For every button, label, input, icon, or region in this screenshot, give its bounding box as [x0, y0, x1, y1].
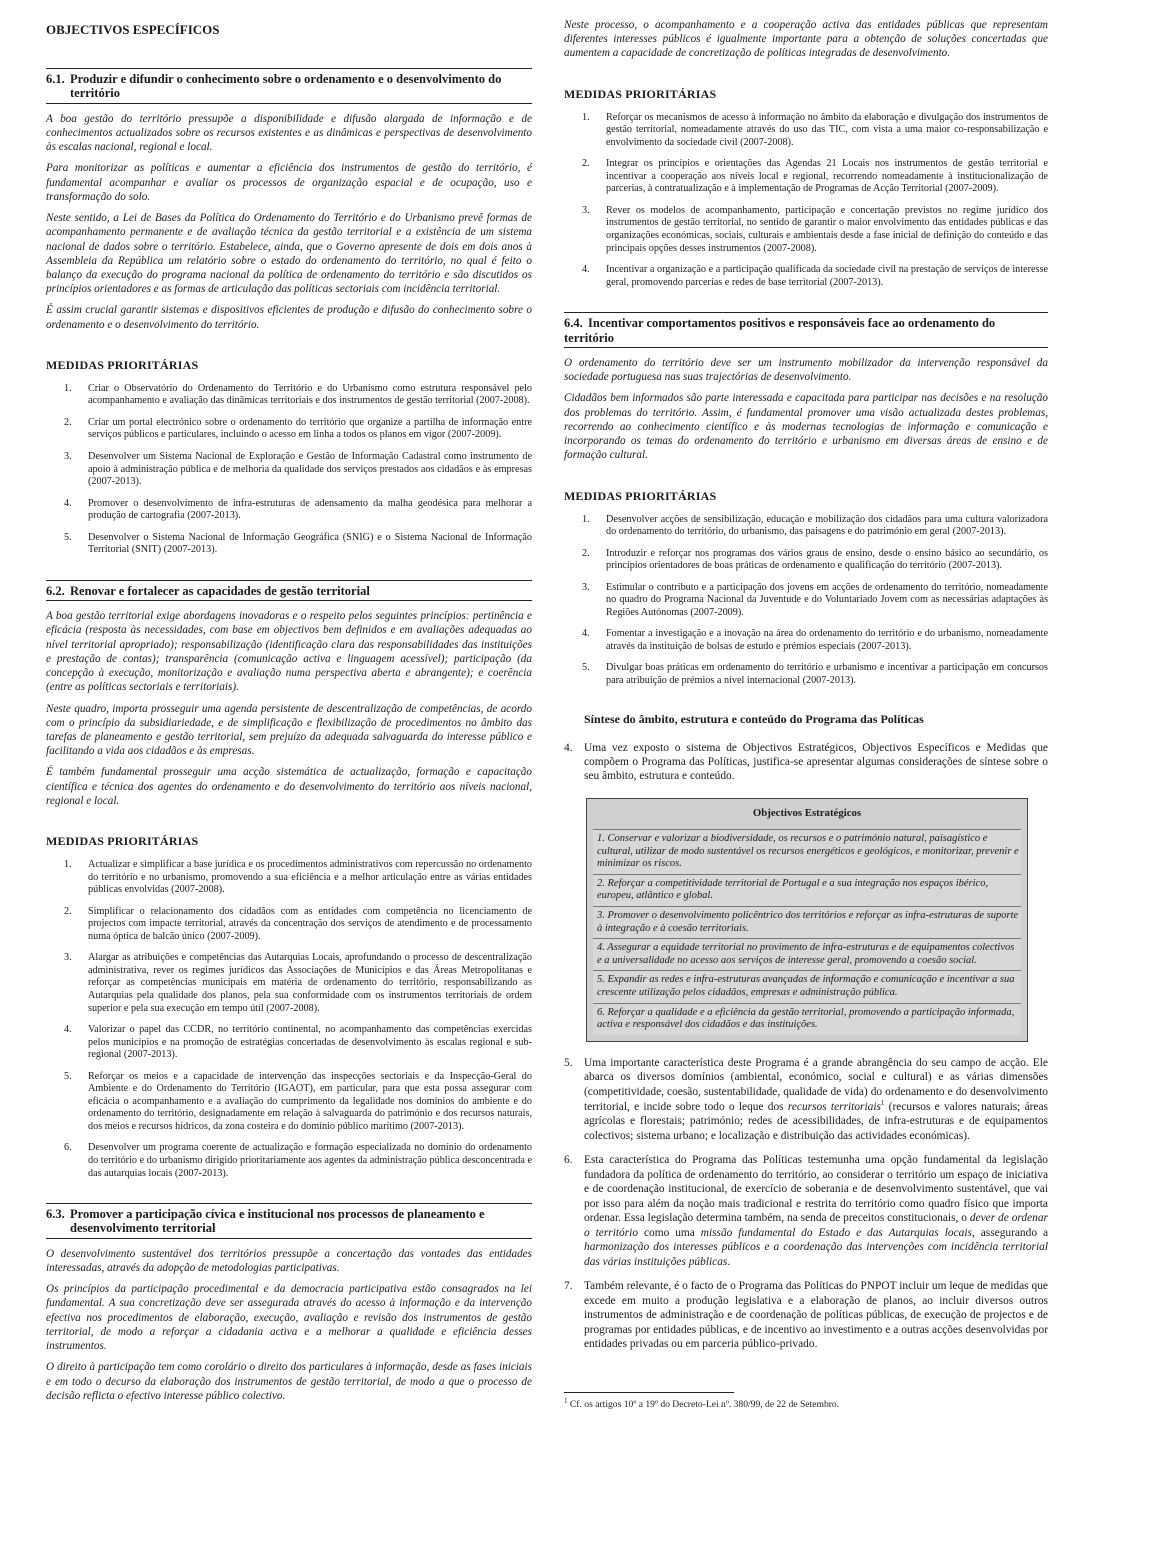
section-6-1-heading: 6.1. Produzir e difundir o conhecimento sobre o ordenamento e o desenvolvimento do território — [46, 68, 532, 104]
list-item: 4. Uma vez exposto o sistema de Objectivos Estratégicos, Objectivos Específicos e Medidas que compõem o Programa das Políticas, justifica-se apresentar algumas considerações de síntese sobre o seu âmbito, estrutura e conteúdo. — [564, 741, 1048, 783]
box-item: 3. Promover o desenvolvimento policêntrico dos territórios e reforçar as infra-estruturas de suporte à integração e à coesão territoriais. — [593, 906, 1021, 938]
sintese-heading: Síntese do âmbito, estrutura e conteúdo do Programa das Políticas — [584, 711, 924, 726]
section-6-2-heading: 6.2. Renovar e fortalecer as capacidades de gestão territorial — [46, 580, 532, 601]
list-item: 1. Desenvolver acções de sensibilização, educação e mobilização dos cidadãos para uma cultura valorizadora do ordenamento do território, do urbanismo, das paisagens e do património em geral (2007-2013). — [582, 513, 1048, 538]
s61-para-3: Neste sentido, a Lei de Bases da Política do Ordenamento do Território e do Urbanismo prevê formas de acompanhamento permanente e de avaliação técnica da gestão territorial e a existência de um sistema nacional de dados sobre o território. Estabelece, ainda, que o Governo apresente de dois em dois anos à Assembleia da República um relatório sobre o estado do ordenamento do território, no qual é feito o balanço da execução do programa nacional da política de ordenamento do território e são discutidos os princípios orientadores e as formas de articulação das políticas sectoriais com incidência territorial. — [46, 212, 532, 296]
list-item: 1. Criar o Observatório do Ordenamento do Território e do Urbanismo como estrutura responsável pelo acompanhamento e avaliação das dinâmicas territoriais e dos instrumentos de gestão territorial (2007-2008). — [64, 382, 532, 407]
s63-para-3: O direito à participação tem como corolário o direito dos particulares à informação, desde as fases iniciais e em todo o decurso da elaboração dos instrumentos de gestão territorial, de modo a que o processo de decisão reflicta o efectivo interesse público colectivo. — [46, 1361, 532, 1402]
s64-medidas-list — [564, 514, 1048, 688]
list-item: 1. Reforçar os mecanismos de acesso à informação no âmbito da elaboração e divulgação dos instrumentos de gestão territorial, nomeadamente através do uso das TIC, com vista a uma maior co-responsabilização e envolvimento da sociedade civil (2007-2008). — [582, 111, 1048, 148]
left-column — [46, 18, 532, 1410]
list-item: 6. Desenvolver um programa coerente de actualização e formação especializada no domínio do ordenamento do território e do urbanismo dirigido prioritariamente aos agentes da administração pública desconcentrada e das autarquias locais (2007-2013). — [64, 1142, 532, 1179]
list-item: 2. Simplificar o relacionamento dos cidadãos com as entidades com competência no licenciamento de projectos com impacte territorial, através da concentração dos serviços de atendimento e de processamento numa óptica de balcão único (2007-2009). — [64, 905, 532, 942]
s61-medidas-heading: MEDIDAS PRIORITÁRIAS — [46, 357, 199, 372]
box-title: Objectivos Estratégicos — [752, 806, 862, 819]
s63-medidas-heading: MEDIDAS PRIORITÁRIAS — [564, 86, 717, 101]
list-item: 2. Integrar os princípios e orientações das Agendas 21 Locais nos instrumentos de gestão territorial e incentivar a cooperação aos níveis local e regional, recorrendo nomeadamente à institucionalização de parcerias, à contratualização e à implementação de Programas de Acção Territorial (2007-2009). — [582, 158, 1048, 195]
list-item: 2. Introduzir e reforçar nos programas dos vários graus de ensino, desde o ensino básico ao secundário, os princípios orientadores de boas práticas de ordenamento e qualificação do território (2007-2013). — [582, 547, 1048, 572]
list-item: 5. Divulgar boas práticas em ordenamento do território e urbanismo e incentivar a participação em concursos para atribuição de prémios a nível internacional (2007-2013). — [582, 662, 1048, 686]
list-item: 5. Uma importante característica deste Programa é a grande abrangência do seu campo de acção. Ele abarca os diversos domínios (ambiental, económico, social e cultural) e as várias dimensões (competitividade, coesão, sustentabilidade, qualidade de vida) do ordenamento e do desenvolvimento territorial, e incide sobre todo o leque dos recursos territoriais$^1$ (recursos e valores naturais; áreas agrícolas e florestais; património; redes de acessibilidades, de infra-estruturas e de equipamentos colectivos; sistema urbano; e localização e distribuição das actividades económicas). — [564, 1056, 1048, 1142]
s62-medidas-list — [46, 859, 532, 1180]
s63-para-1: O desenvolvimento sustentável dos territórios pressupõe a concertação das vontades das entidades interessadas, através da adopção de metodologias participativas. — [46, 1247, 532, 1275]
right-column — [564, 18, 1048, 1410]
list-item: 4. Incentivar a organização e a participação qualificada da sociedade civil na prestação de serviços de interesse geral, promovendo parcerias e redes de base territorial (2007-2013). — [582, 264, 1048, 288]
list-item: 4. Promover o desenvolvimento de infra-estruturas de adensamento da malha geodésica para melhorar a produção de cartografia (2007-2013). — [64, 497, 532, 522]
box-item: 4. Assegurar a equidade territorial no provimento de infra-estruturas e de equipamentos colectivos e a universalidade no acesso aos serviços de interesse geral, promovendo a coesão social. — [593, 938, 1021, 970]
s62-medidas-heading: MEDIDAS PRIORITÁRIAS — [46, 834, 199, 849]
s61-para-1: A boa gestão do território pressupõe a disponibilidade e difusão alargada de informação e de conhecimentos actualizados sobre os recursos existentes e as dinâmicas e perspectivas de desenvolvimento às escalas nacional, regional e local. — [46, 112, 532, 154]
s64-para-1: O ordenamento do território deve ser um instrumento mobilizador da intervenção responsável da sociedade portuguesa nas suas trajectórias de desenvolvimento. — [564, 356, 1048, 384]
list-item: 1. Actualizar e simplificar a base jurídica e os procedimentos administrativos com repercussão no ordenamento do território e no urbanismo, promovendo a sua eficiência e a melhor articulação entre as várias entidades públicas envolvidas (2007-2008). — [64, 859, 532, 896]
section-6-3-heading: 6.3. Promover a participação cívica e institucional nos processos de planeamento e desenvolvimento territorial — [46, 1203, 532, 1239]
s63-para-4: Neste processo, o acompanhamento e a cooperação activa das entidades públicas que representam diferentes interesses públicos é igualmente importante para a obtenção de soluções concertadas que aumentem a capacidade de concretização de políticas integradas de desenvolvimento. — [564, 19, 1048, 60]
section-6-4-heading: 6.4. Incentivar comportamentos positivos e responsáveis face ao ordenamento do território — [564, 312, 1048, 348]
footnote-rule — [564, 1392, 734, 1393]
box-item: 2. Reforçar a competitividade territorial de Portugal e a sua integração nos espaços ibérico, europeu, atlântico e global. — [593, 874, 1021, 906]
list-item: 7. Também relevante, é o facto de o Programa das Políticas do PNPOT incluir um leque de medidas que excede em muito a produção legislativa e a elaboração de planos, ao incluir diversos outros instrumentos de administração e de coordenação de políticas públicas, de execução de projectos e de programas por entidades públicas, e de incentivo ao investimento e a outras acções desenvolvidas por entidades privadas ou em parceria público-privado. — [564, 1280, 1048, 1351]
s62-para-1: A boa gestão territorial exige abordagens inovadoras e o respeito pelos seguintes princípios: pertinência e eficácia (resposta às necessidades, com base em objectivos bem definidos e em avaliações adequadas ao nível territorial apropriado); responsabilização (identificação clara das responsabilidades das instituições e prestação de contas); transparência (comunicação activa e linguagem acessível); participação (da concepção à execução, monitorização e avaliação numa perspectiva aberta e abrangente); e coerência (entre as políticas sectoriais e territoriais). — [46, 610, 532, 694]
body-list-a — [564, 741, 1048, 784]
list-item: 4. Fomentar a investigação e a inovação na área do ordenamento do território e do urbanismo, nomeadamente através da instituição de bolsas de estudo e prémios especiais (2007-2013). — [582, 628, 1048, 652]
list-item: 3. Alargar as atribuições e competências das Autarquias Locais, aprofundando o processo de descentralização administrativa, rever os regimes jurídicos das Associações de Municípios e das Áreas Metropolitanas e reforçar as competências municipais em matéria de ordenamento do território, responsabilizando as Autarquias pela qualidade dos planos, pela sua conformidade com os instrumentos territoriais de ordem superior e pela sua execução em tempo útil (2007-2008). — [64, 952, 532, 1014]
list-item: 3. Desenvolver um Sistema Nacional de Exploração e Gestão de Informação Cadastral como instrumento de apoio à administração pública e de melhoria da qualidade dos serviços prestados aos cidadãos e às empresas (2007-2013). — [64, 451, 532, 488]
box-item: 6. Reforçar a qualidade e a eficiência da gestão territorial, promovendo a participação informada, activa e responsável dos cidadãos e das instituições. — [593, 1003, 1021, 1035]
s63-para-2: Os princípios da participação procedimental e da democracia participativa estão consagrados na lei fundamental. A sua concretização deve ser assegurada através do acesso à informação e da intervenção efectiva nos procedimentos de elaboração, execução, avaliação e revisão dos instrumentos de gestão territorial, de modo a reforçar a cidadania activa e a melhorar a qualidade e eficiência desses instrumentos. — [46, 1283, 532, 1353]
list-item: 2. Criar um portal electrónico sobre o ordenamento do território que organize a partilha de informação entre serviços públicos e particulares, incluindo o acesso em linha a todos os planos em vigor (2007-2009). — [64, 416, 532, 441]
list-item: 3. Rever os modelos de acompanhamento, participação e concertação previstos no regime jurídico dos instrumentos de gestão territorial, no sentido de garantir o maior envolvimento das entidades públicas e das organizações económicas, sociais, culturais e ambientais desde a fase inicial de definição do conteúdo e das principais opções desses instrumentos (2007-2008). — [582, 204, 1048, 254]
s61-medidas-list — [46, 383, 532, 557]
s61-para-4: É assim crucial garantir sistemas e dispositivos eficientes de produção e difusão do conhecimento sobre o ordenamento e o desenvolvimento do território. — [46, 304, 532, 331]
footnote: $^1$ Cf. os artigos 10º a 19º do Decreto-Lei nº. 380/99, de 22 de Setembro. — [564, 1396, 840, 1410]
page-title: OBJECTIVOS ESPECÍFICOS — [46, 22, 220, 37]
s61-para-2: Para monitorizar as políticas e aumentar a eficiência dos instrumentos de gestão do território, é fundamental acompanhar e avaliar os processos de organização espacial e de ocupação, uso e transformação do solo. — [46, 162, 532, 203]
s64-medidas-heading: MEDIDAS PRIORITÁRIAS — [564, 488, 717, 503]
box-item: 5. Expandir as redes e infra-estruturas avançadas de informação e comunicação e incentivar a sua crescente utilização pelos cidadãos, empresas e administração pública. — [593, 970, 1021, 1002]
objectivos-estrategicos-box — [586, 798, 1028, 1042]
s62-para-2: Neste quadro, importa prosseguir uma agenda persistente de descentralização de competências, de acordo com o princípio da subsidiariedade, e de simplificação e flexibilização de procedimentos no âmbito das tarefas de planeamento e gestão territorial, sem prejuízo da adequada salvaguarda do interesse público e facilitando a vida aos cidadãos e às empresas. — [46, 702, 532, 758]
list-item: 5. Reforçar os meios e a capacidade de intervenção das inspecções sectoriais e da Inspecção-Geral do Ambiente e do Ordenamento do Território (IGAOT), em particular, para que esta possa assegurar com eficácia o acompanhamento e a avaliação do cumprimento da legalidade nos domínios do ambiente e do ordenamento do território, designadamente em relação à salvaguarda do património e dos recursos naturais, dos meios e recursos hídricos, da zona costeira e do domínio público marítimo (2007-2013). — [64, 1070, 532, 1132]
list-item: 4. Valorizar o papel das CCDR, no território continental, no acompanhamento das competências exercidas pelos municípios e na promoção de estratégias concertadas de desenvolvimento às escalas regional e sub-regional (2007-2013). — [64, 1024, 532, 1061]
s63-medidas-list — [564, 112, 1048, 290]
list-item: 3. Estimular o contributo e a participação dos jovens em acções de ordenamento do território, nomeadamente no quadro do Programa Nacional da Juventude e do Voluntariado Jovem com as necessárias adaptações às Regiões Autónomas (2007-2009). — [582, 581, 1048, 618]
body-list-b — [564, 1056, 1048, 1352]
s64-para-2: Cidadãos bem informados são parte interessada e capacitada para participar nas decisões e na resolução dos problemas do território. Assim, é fundamental promover uma visão actualizada destes problemas, recorrendo ao conhecimento científico e às modernas tecnologias de informação e comunicação e incorporando os temas do ordenamento do território e urbanismo em diversas áreas de ensino e de formação cultural. — [564, 392, 1048, 462]
s62-para-3: É também fundamental prosseguir uma acção sistemática de actualização, formação e capacitação científica e técnica dos agentes do ordenamento e do desenvolvimento do território aos níveis nacional, regional e local. — [46, 766, 532, 807]
list-item: 5. Desenvolver o Sistema Nacional de Informação Geográfica (SNIG) e o Sistema Nacional de Informação Territorial (SNIT) (2007-2013). — [64, 531, 532, 556]
list-item: 6. Esta característica do Programa das Políticas testemunha uma opção fundamental da legislação fundadora da política de ordenamento do território, ao considerar o território um espaço de iniciativa e de coordenação institucional, de exercício de soberania e de desenvolvimento sustentável, que vai por isso para além da noção mais tradicional e restrita do território como quadro físico que importa ordenar. Essa legislação determina também, na senda de preceitos constitucionais, o dever de ordenar o território como uma missão fundamental do Estado e das Autarquias locais, assegurando a harmonização dos interesses públicos e a coordenação das intervenções com incidência territorial das várias instituições públicas. — [564, 1154, 1048, 1268]
box-item: 1. Conservar e valorizar a biodiversidade, os recursos e o património natural, paisagístico e cultural, utilizar de modo sustentável os recursos energéticos e geológicos, e monitorizar, prevenir e minimizar os riscos. — [593, 829, 1021, 874]
